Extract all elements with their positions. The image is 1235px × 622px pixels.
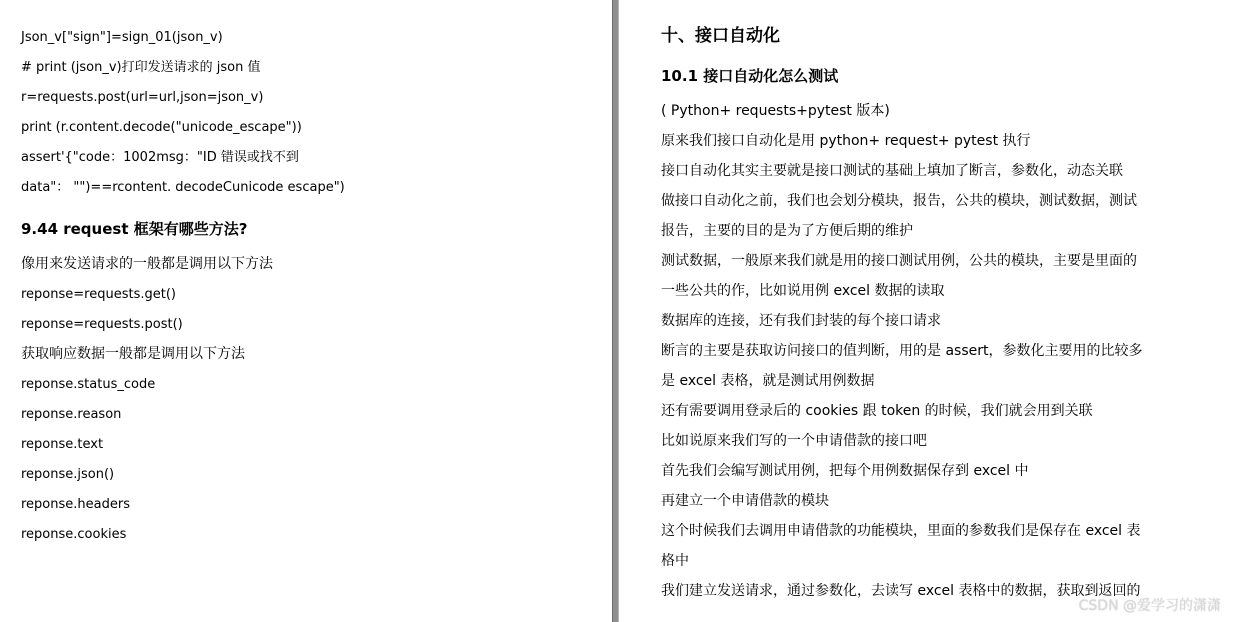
body-line: 比如说原来我们写的一个申请借款的接口吧	[661, 433, 927, 449]
code-line: print (r.content.decode("unicode_escape"))	[21, 120, 302, 135]
body-line: 首先我们会编写测试用例，把每个用例数据保存到 excel 中	[661, 463, 1029, 479]
body-line: 我们建立发送请求，通过参数化，去读写 excel 表格中的数据，获取到返回的	[661, 583, 1141, 599]
right-page	[619, 0, 1235, 622]
body-line: 接口自动化其实主要就是接口测试的基础上填加了断言，参数化，动态关联	[661, 163, 1123, 179]
section-heading-10-1: 10.1 接口自动化怎么测试	[661, 67, 839, 85]
body-line: 报告，主要的目的是为了方便后期的维护	[661, 223, 913, 239]
body-line: 做接口自动化之前，我们也会划分模块，报告，公共的模块，测试数据，测试	[661, 193, 1137, 209]
code-line: reponse=requests.get()	[21, 287, 176, 302]
body-line: 还有需要调用登录后的 cookies 跟 token 的时候，我们就会用到关联	[661, 403, 1093, 419]
body-line: 再建立一个申请借款的模块	[661, 493, 829, 509]
code-line: reponse.cookies	[21, 527, 127, 542]
body-line: 数据库的连接，还有我们封装的每个接口请求	[661, 313, 941, 329]
body-text: 获取响应数据一般都是调用以下方法	[21, 346, 245, 362]
body-text: 像用来发送请求的一般都是调用以下方法	[21, 256, 273, 272]
code-line: # print (json_v)打印发送请求的 json 值	[21, 60, 261, 75]
body-line: 这个时候我们去调用申请借款的功能模块，里面的参数我们是保存在 excel 表	[661, 523, 1141, 539]
code-line: reponse=requests.post()	[21, 317, 183, 332]
body-line: ( Python+ requests+pytest 版本)	[661, 103, 890, 119]
body-line: 测试数据，一般原来我们就是用的接口测试用例，公共的模块，主要是里面的	[661, 253, 1137, 269]
code-line: data"： "")==rcontent. decodeCunicode escape")	[21, 180, 345, 195]
page-divider	[612, 0, 619, 622]
watermark-text: CSDN @爱学习的潇潇	[1078, 598, 1221, 614]
code-line: assert'{"code：1002msg："ID 错误或找不到	[21, 150, 299, 165]
code-line: reponse.text	[21, 437, 104, 452]
body-line: 断言的主要是获取访问接口的值判断，用的是 assert，参数化主要用的比较多	[661, 343, 1143, 359]
code-line: r=requests.post(url=url,json=json_v)	[21, 90, 264, 105]
code-line: reponse.json()	[21, 467, 115, 482]
body-line: 原来我们接口自动化是用 python+ request+ pytest 执行	[661, 133, 1031, 149]
left-page	[0, 0, 612, 622]
chapter-heading: 十、接口自动化	[661, 26, 780, 46]
code-line: reponse.headers	[21, 497, 130, 512]
body-line: 一些公共的作，比如说用例 excel 数据的读取	[661, 283, 945, 299]
section-heading-9-44: 9.44 request 框架有哪些方法?	[21, 220, 248, 238]
code-line: reponse.status_code	[21, 377, 156, 392]
body-line: 格中	[661, 553, 689, 569]
code-line: reponse.reason	[21, 407, 122, 422]
code-line: Json_v["sign"]=sign_01(json_v)	[21, 30, 223, 45]
body-line: 是 excel 表格，就是测试用例数据	[661, 373, 875, 389]
